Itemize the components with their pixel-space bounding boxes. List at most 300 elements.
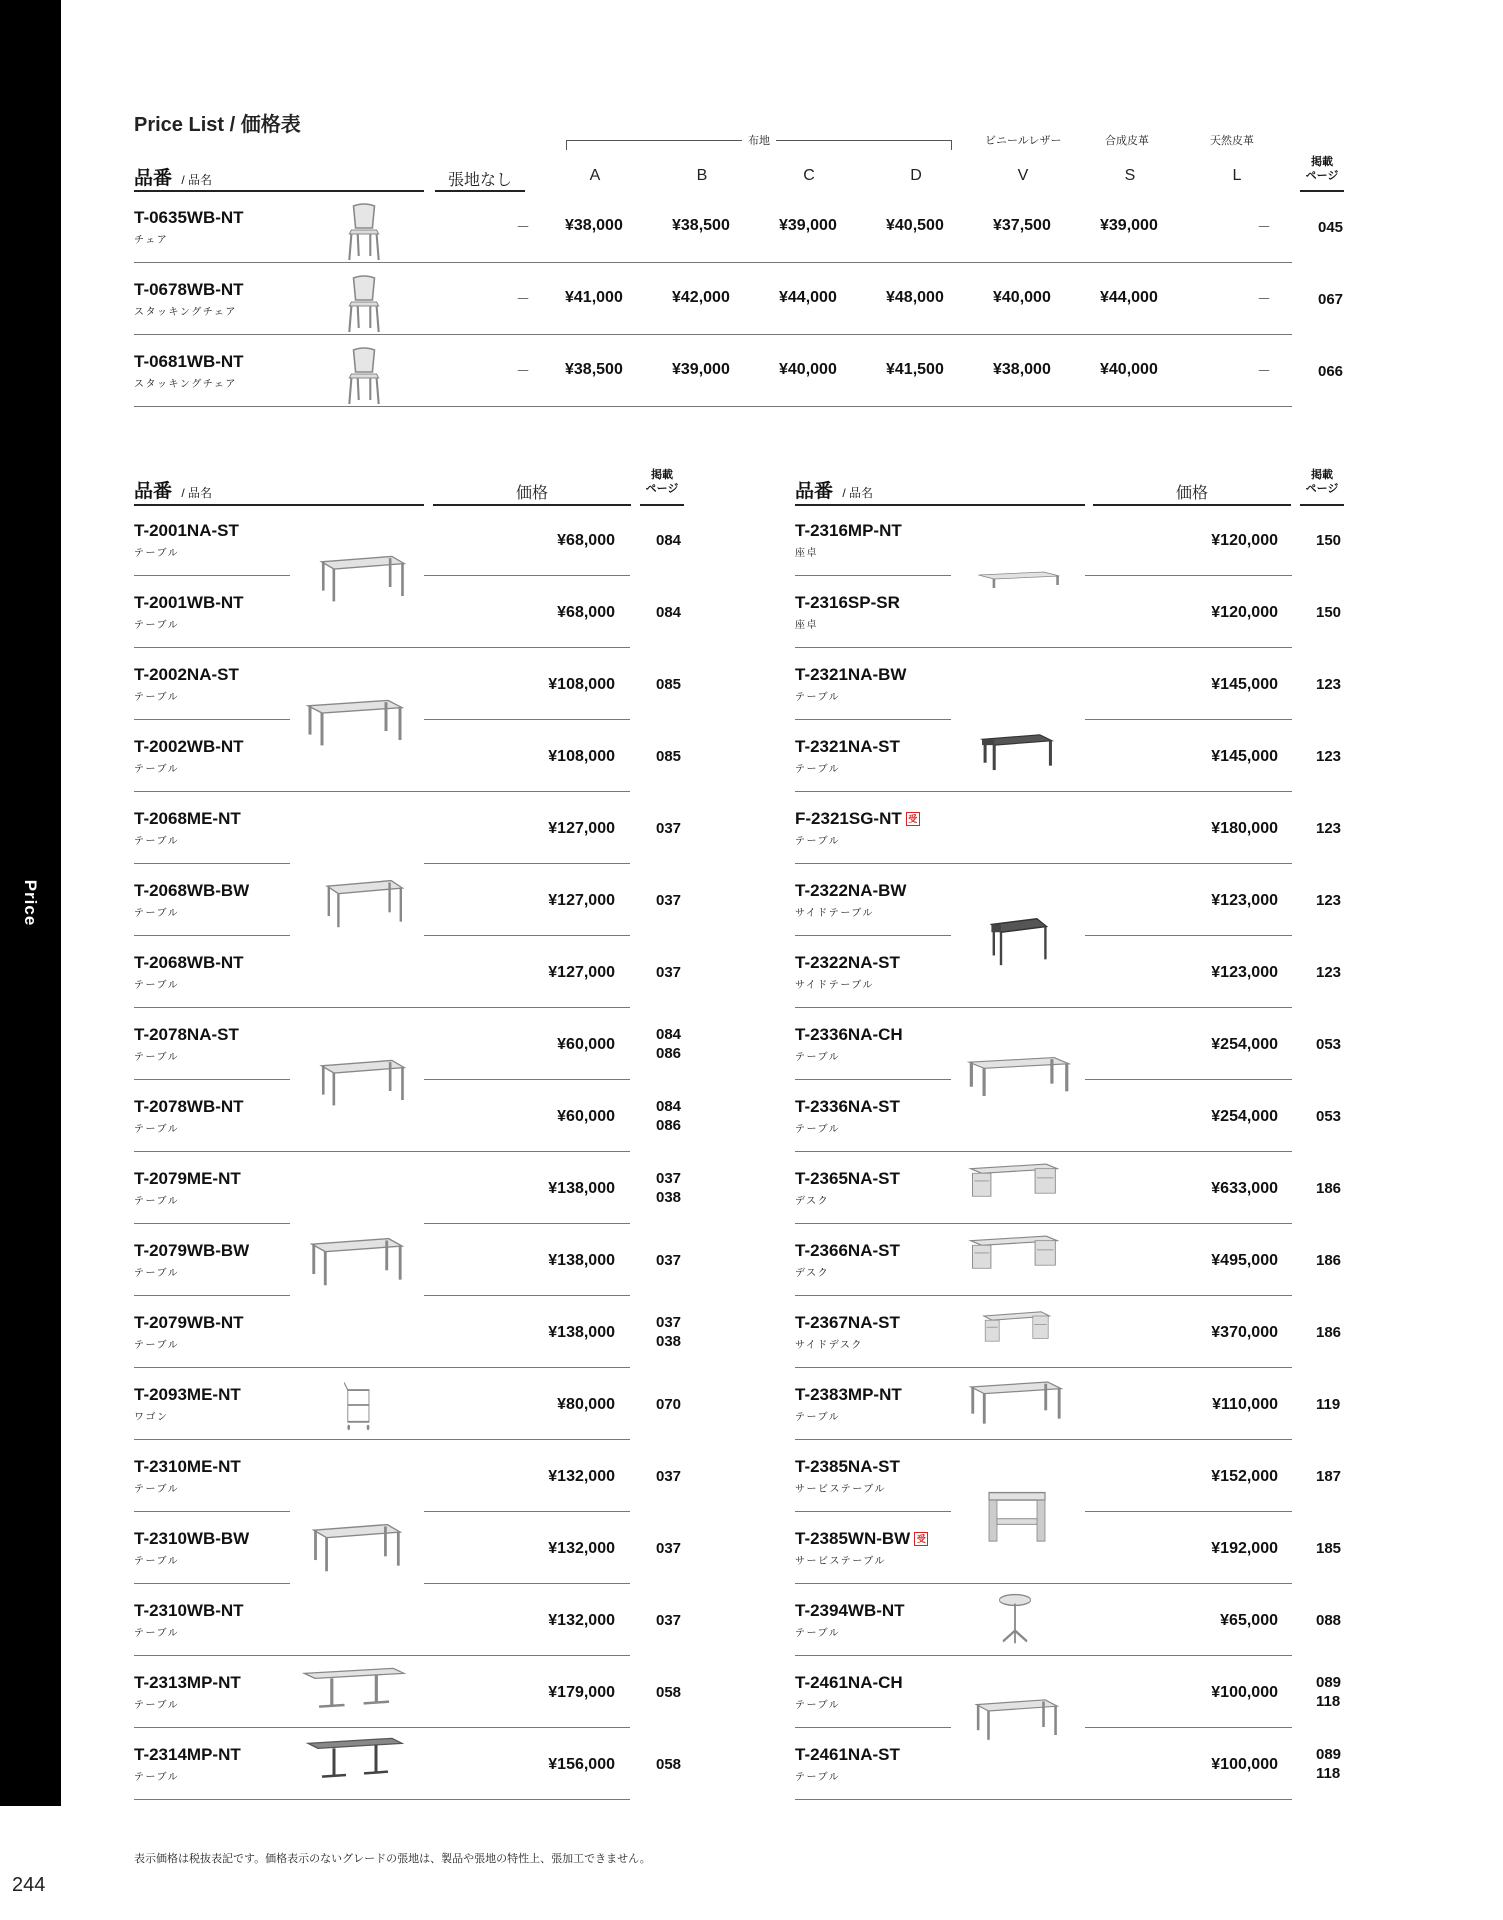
product-name: デスク: [795, 1196, 830, 1207]
grade-header-d: D: [910, 167, 922, 184]
desk-icon: [967, 1233, 1059, 1279]
page-number-ref: 187: [1316, 1468, 1342, 1485]
product-price: ¥179,000: [548, 1684, 615, 1701]
product-name: ワゴン: [134, 1412, 169, 1423]
product-code: [795, 737, 900, 757]
product-code-text: T-2093ME-NT: [134, 1385, 241, 1404]
price-header: 価格: [1175, 485, 1208, 502]
round-table-icon: [985, 1591, 1045, 1645]
page-number-ref: 086: [656, 1117, 682, 1134]
product-name: テーブル: [134, 1340, 180, 1351]
page-number-ref: 150: [1316, 532, 1342, 549]
product-code-text: T-2366NA-ST: [795, 1241, 900, 1260]
page-ref: [656, 963, 681, 982]
page-header: [640, 468, 684, 496]
product-code-text: T-2336NA-CH: [795, 1025, 903, 1044]
product-code-text: T-2068ME-NT: [134, 809, 241, 828]
page-number-ref: 084: [656, 1098, 682, 1115]
table-icon: [318, 1055, 406, 1109]
product-price: ¥127,000: [548, 892, 615, 909]
product-name: テーブル: [134, 1268, 180, 1279]
product-code: T-0635WB-NT: [134, 208, 244, 227]
row-divider: [424, 1295, 630, 1296]
product-name: テーブル: [134, 1556, 180, 1567]
product-name: テーブル: [795, 1700, 841, 1711]
page-number-ref: 118: [1316, 1765, 1341, 1782]
page-number-ref: 119: [1316, 1396, 1341, 1413]
product-code-text: T-2385WN-BW: [795, 1529, 911, 1548]
page-ref: [1316, 1539, 1341, 1558]
grade-price: ¥38,000: [565, 217, 623, 234]
synthetic-label: 合成皮革: [1105, 135, 1149, 147]
page-number-ref: 084: [656, 1026, 682, 1043]
grade-price: －: [1257, 219, 1271, 235]
product-code-text: T-2321NA-BW: [795, 665, 907, 684]
grade-header-c: C: [803, 167, 815, 184]
header-underline: [134, 504, 424, 506]
page-ref: [1316, 819, 1341, 838]
product-name: テーブル: [795, 1772, 841, 1783]
page-number-ref: 037: [656, 892, 682, 909]
product-price: ¥120,000: [1211, 532, 1278, 549]
code-header: [134, 476, 212, 503]
row-divider: [134, 406, 1292, 407]
row-divider: [795, 1511, 951, 1512]
chair-icon: [343, 202, 385, 262]
product-name: テーブル: [134, 1124, 180, 1135]
row-divider: [795, 791, 1292, 792]
code-header: [795, 476, 873, 503]
product-code: [795, 665, 906, 685]
product-code-text: T-2321NA-ST: [795, 737, 900, 756]
grade-header-v: V: [1017, 167, 1029, 184]
page-number-ref: 058: [656, 1756, 682, 1773]
row-divider: [1085, 719, 1292, 720]
grade-price: ¥44,000: [779, 289, 837, 306]
product-name: テーブル: [795, 1052, 841, 1063]
page-number-ref: 118: [1316, 1693, 1341, 1710]
header-underline: [795, 504, 1085, 506]
page-header-line1: 掲載: [1311, 469, 1333, 481]
page-number-ref: 037: [656, 1314, 682, 1331]
product-price: ¥120,000: [1211, 604, 1278, 621]
page-ref: [656, 1313, 681, 1351]
page-number-ref: 037: [656, 964, 682, 981]
grade-price: ¥37,500: [993, 217, 1051, 234]
product-price: ¥68,000: [557, 604, 615, 621]
page-ref: [656, 747, 681, 766]
grade-price: ¥40,000: [779, 361, 837, 378]
table-icon: [308, 1233, 404, 1289]
product-price: ¥495,000: [1211, 1252, 1278, 1269]
product-price: ¥108,000: [548, 676, 615, 693]
row-divider: [134, 719, 290, 720]
product-price: ¥80,000: [557, 1396, 615, 1413]
product-code: [134, 593, 244, 613]
product-code-text: T-2383MP-NT: [795, 1385, 902, 1404]
row-divider: [424, 719, 630, 720]
product-code-text: T-2078NA-ST: [134, 1025, 239, 1044]
product-price: ¥370,000: [1211, 1324, 1278, 1341]
product-code-text: T-2068WB-NT: [134, 953, 244, 972]
grade-price: ¥40,500: [886, 217, 944, 234]
row-divider: [795, 1727, 951, 1728]
product-code: T-0681WB-NT: [134, 352, 244, 371]
product-name: サイドデスク: [795, 1340, 863, 1351]
page-number-ref: 186: [1316, 1180, 1342, 1197]
product-code-text: T-2079WB-NT: [134, 1313, 244, 1332]
header-underline: [640, 504, 684, 506]
row-divider: [134, 575, 290, 576]
page-header-line1: 掲載: [651, 469, 673, 481]
product-code-text: T-2394WB-NT: [795, 1601, 905, 1620]
product-price: ¥138,000: [548, 1324, 615, 1341]
page-number-ref: 086: [656, 1045, 682, 1062]
product-code: [795, 953, 900, 973]
header-underline: [1300, 190, 1344, 192]
product-code: [795, 593, 900, 613]
page-header-line2: ページ: [645, 483, 679, 495]
row-divider: [795, 719, 951, 720]
grade-header-s: S: [1124, 167, 1136, 184]
row-divider: [795, 1007, 1292, 1008]
product-code-text: T-2322NA-BW: [795, 881, 907, 900]
row-divider: [424, 1079, 630, 1080]
page-number-ref: 186: [1316, 1252, 1342, 1269]
header-underline: [134, 190, 424, 192]
product-code: [795, 1097, 900, 1117]
page-number-ref: 123: [1316, 964, 1342, 981]
table-icon: [318, 551, 406, 605]
product-code-text: T-2316SP-SR: [795, 593, 900, 612]
product-price: ¥127,000: [548, 820, 615, 837]
grade-price: －: [1257, 363, 1271, 379]
product-name: スタッキングチェア: [134, 379, 237, 390]
page-ref: [1316, 531, 1341, 550]
product-price: ¥145,000: [1211, 748, 1278, 765]
page-number-ref: 053: [1316, 1036, 1342, 1053]
grade-header-a: A: [589, 167, 601, 184]
page-number-ref: 123: [1316, 676, 1342, 693]
product-price: ¥254,000: [1211, 1036, 1278, 1053]
wagon-icon: [334, 1377, 380, 1433]
product-price: ¥100,000: [1211, 1756, 1278, 1773]
side-desk-icon: [981, 1309, 1051, 1351]
product-name: テーブル: [795, 1412, 841, 1423]
product-price: ¥65,000: [1220, 1612, 1278, 1629]
page-number-ref: 038: [656, 1189, 682, 1206]
page-ref: [656, 891, 681, 910]
page-ref: [1316, 1107, 1341, 1126]
header-underline: [435, 190, 525, 192]
table-icon: [304, 1735, 404, 1785]
row-divider: [1085, 1727, 1292, 1728]
table-icon: [300, 1665, 406, 1715]
grade-price: ¥39,000: [1100, 217, 1158, 234]
page-ref: [656, 603, 681, 622]
name-header-label: / 品名: [178, 486, 213, 500]
product-code: [795, 809, 920, 829]
page-number-ref: 084: [656, 532, 682, 549]
no-fabric-price: －: [516, 363, 530, 379]
page-number-ref: 123: [1316, 748, 1342, 765]
page-header-line2: ページ: [1305, 483, 1339, 495]
grade-price: ¥40,000: [993, 289, 1051, 306]
grade-price: ¥39,000: [672, 361, 730, 378]
no-fabric-price: －: [516, 219, 530, 235]
product-name: テーブル: [795, 836, 841, 847]
code-header-label: 品番: [134, 481, 173, 502]
code-header-label: 品番: [134, 168, 173, 189]
product-code: [134, 881, 249, 901]
page-ref: [656, 1467, 681, 1486]
product-code: [795, 1601, 905, 1621]
product-code: [134, 521, 239, 541]
product-name: 座卓: [795, 620, 818, 631]
row-divider: [1085, 935, 1292, 936]
page-title: Price List / 価格表: [134, 114, 301, 136]
product-price: ¥152,000: [1211, 1468, 1278, 1485]
row-divider: [795, 1799, 1292, 1800]
row-divider: [134, 1223, 290, 1224]
product-code-text: T-2367NA-ST: [795, 1313, 900, 1332]
product-code: [134, 1097, 244, 1117]
product-name: デスク: [795, 1268, 830, 1279]
page-ref: 066: [1318, 363, 1344, 380]
row-divider: [134, 1655, 630, 1656]
grade-price: ¥41,000: [565, 289, 623, 306]
product-name: チェア: [134, 235, 169, 246]
row-divider: [424, 575, 630, 576]
row-divider: [424, 1583, 630, 1584]
table-icon: [967, 1377, 1063, 1427]
header-underline: [433, 504, 631, 506]
product-name: テーブル: [134, 1052, 180, 1063]
product-price: ¥123,000: [1211, 892, 1278, 909]
row-divider: [795, 647, 1292, 648]
row-divider: [795, 863, 1292, 864]
product-code: [134, 665, 239, 685]
row-divider: [1085, 575, 1292, 576]
grade-price: ¥40,000: [1100, 361, 1158, 378]
page-header: [1300, 468, 1344, 496]
side-tab-label: Price: [21, 879, 40, 927]
page-header-line2: ページ: [1305, 170, 1339, 182]
page-number-ref: 085: [656, 748, 682, 765]
product-price: ¥108,000: [548, 748, 615, 765]
vinyl-label: ビニールレザー: [985, 135, 1062, 147]
product-price: ¥100,000: [1211, 1684, 1278, 1701]
product-price: ¥132,000: [548, 1540, 615, 1557]
page-number-ref: 037: [656, 1252, 682, 1269]
table-icon: [304, 695, 404, 749]
table-icon: [324, 875, 404, 931]
header-underline: [1300, 504, 1344, 506]
product-code-text: T-2313MP-NT: [134, 1673, 241, 1692]
page-ref: [656, 675, 681, 694]
product-code-text: T-2310WB-BW: [134, 1529, 250, 1548]
row-divider: [1085, 1079, 1292, 1080]
page-number-ref: 123: [1316, 820, 1342, 837]
product-name: テーブル: [134, 620, 180, 631]
product-code-text: T-2310ME-NT: [134, 1457, 241, 1476]
product-name: テーブル: [134, 692, 180, 703]
page-header: [1300, 155, 1344, 183]
product-code: [134, 809, 241, 829]
page-ref: [1316, 1251, 1341, 1270]
page-number-ref: 089: [1316, 1746, 1342, 1763]
product-code-text: T-2461NA-ST: [795, 1745, 900, 1764]
header-underline: [1093, 504, 1291, 506]
page-number-ref: 085: [656, 676, 682, 693]
page-number-ref: 185: [1316, 1540, 1342, 1557]
table-icon: [310, 1519, 402, 1575]
page-ref: [1316, 1673, 1341, 1711]
product-price: ¥138,000: [548, 1180, 615, 1197]
grade-header-l: L: [1232, 167, 1242, 184]
page-ref: [1316, 963, 1341, 982]
page-number-ref: 037: [656, 1468, 682, 1485]
page-ref: [1316, 675, 1341, 694]
product-name: テーブル: [134, 1772, 180, 1783]
product-price: ¥123,000: [1211, 964, 1278, 981]
product-name: テーブル: [134, 548, 180, 559]
product-code: [795, 1457, 900, 1477]
row-divider: [1085, 1511, 1292, 1512]
grade-price: －: [1257, 291, 1271, 307]
row-divider: [795, 1583, 1292, 1584]
product-price: ¥132,000: [548, 1468, 615, 1485]
product-price: ¥180,000: [1211, 820, 1278, 837]
row-divider: [134, 1151, 630, 1152]
low-table-icon: [975, 565, 1061, 595]
service-table-icon: [973, 1487, 1053, 1543]
made-to-order-icon: 受: [906, 812, 920, 826]
product-price: ¥60,000: [557, 1108, 615, 1125]
product-name: テーブル: [134, 980, 180, 991]
grade-price: ¥38,500: [672, 217, 730, 234]
page-ref: [1316, 1179, 1341, 1198]
product-code-text: T-2322NA-ST: [795, 953, 900, 972]
product-code: [134, 953, 244, 973]
grade-price: ¥48,000: [886, 289, 944, 306]
grade-price: ¥42,000: [672, 289, 730, 306]
price-header: 価格: [515, 485, 548, 502]
row-divider: [134, 791, 630, 792]
product-code: [134, 1241, 249, 1261]
product-name: サイドテーブル: [795, 908, 874, 919]
product-price: ¥132,000: [548, 1612, 615, 1629]
page-number-ref: 053: [1316, 1108, 1342, 1125]
row-divider: [795, 575, 951, 576]
desk-icon: [967, 1161, 1059, 1207]
product-code-text: F-2321SG-NT: [795, 809, 902, 828]
row-divider: [424, 863, 630, 864]
row-divider: [795, 1655, 1292, 1656]
row-divider: [134, 334, 1292, 335]
stacking-chair-icon: [343, 274, 385, 334]
page-ref: [1316, 1467, 1341, 1486]
product-name: サービステーブル: [795, 1484, 886, 1495]
product-code-text: T-2068WB-BW: [134, 881, 250, 900]
row-divider: [795, 935, 951, 936]
product-code-text: T-2461NA-CH: [795, 1673, 903, 1692]
row-divider: [795, 1223, 1292, 1224]
product-code: [134, 1529, 249, 1549]
page-ref: [1316, 1395, 1340, 1414]
product-price: ¥145,000: [1211, 676, 1278, 693]
row-divider: [795, 1367, 1292, 1368]
page-number-ref: 186: [1316, 1324, 1342, 1341]
page-ref: [656, 1251, 681, 1270]
page-ref: [656, 1611, 681, 1630]
grade-price: ¥38,500: [565, 361, 623, 378]
product-code-text: T-2310WB-NT: [134, 1601, 244, 1620]
product-price: ¥110,000: [1212, 1396, 1278, 1413]
page-ref: [656, 1539, 681, 1558]
product-code-text: T-2001WB-NT: [134, 593, 244, 612]
product-code: T-0678WB-NT: [134, 280, 244, 299]
product-price: ¥68,000: [557, 532, 615, 549]
product-code: [795, 521, 902, 541]
product-name: テーブル: [134, 1484, 180, 1495]
page-number-ref: 084: [656, 604, 682, 621]
product-code: [795, 881, 906, 901]
row-divider: [134, 1583, 290, 1584]
page-ref: [656, 1683, 681, 1702]
product-name: サイドテーブル: [795, 980, 874, 991]
page-header-line1: 掲載: [1311, 156, 1333, 168]
product-code: [134, 1313, 244, 1333]
page-ref: [656, 819, 681, 838]
product-name: テーブル: [795, 764, 841, 775]
product-name: テーブル: [134, 1628, 180, 1639]
page-ref: [1316, 603, 1341, 622]
none-header: 張地なし: [447, 172, 512, 189]
page-number-ref: 037: [656, 1612, 682, 1629]
product-code-text: T-2079ME-NT: [134, 1169, 241, 1188]
row-divider: [134, 1295, 290, 1296]
row-divider: [424, 1223, 630, 1224]
grade-price: ¥38,000: [993, 361, 1051, 378]
row-divider: [134, 1367, 630, 1368]
product-price: ¥633,000: [1211, 1180, 1278, 1197]
page-number-ref: 088: [1316, 1612, 1342, 1629]
page-number-ref: 037: [656, 1170, 682, 1187]
row-divider: [795, 1439, 1292, 1440]
code-header: [134, 163, 212, 190]
row-divider: [795, 1151, 1292, 1152]
row-divider: [134, 1079, 290, 1080]
page-ref: [1316, 1611, 1341, 1630]
grade-header-b: B: [696, 167, 708, 184]
product-code-text: T-2336NA-ST: [795, 1097, 900, 1116]
product-code: [134, 1025, 239, 1045]
side-table-icon: [989, 911, 1049, 969]
page-ref: [1316, 1323, 1341, 1342]
product-code-text: T-2079WB-BW: [134, 1241, 250, 1260]
product-code-text: T-2385NA-ST: [795, 1457, 900, 1476]
grade-price: ¥41,500: [886, 361, 944, 378]
page-ref: 045: [1318, 219, 1344, 236]
product-code-text: T-2314MP-NT: [134, 1745, 241, 1764]
page-number-ref: 037: [656, 1540, 682, 1557]
product-name: テーブル: [134, 1196, 180, 1207]
product-code: [795, 1313, 900, 1333]
made-to-order-icon: 受: [914, 1532, 928, 1546]
row-divider: [134, 1007, 630, 1008]
page-ref: 067: [1318, 291, 1344, 308]
